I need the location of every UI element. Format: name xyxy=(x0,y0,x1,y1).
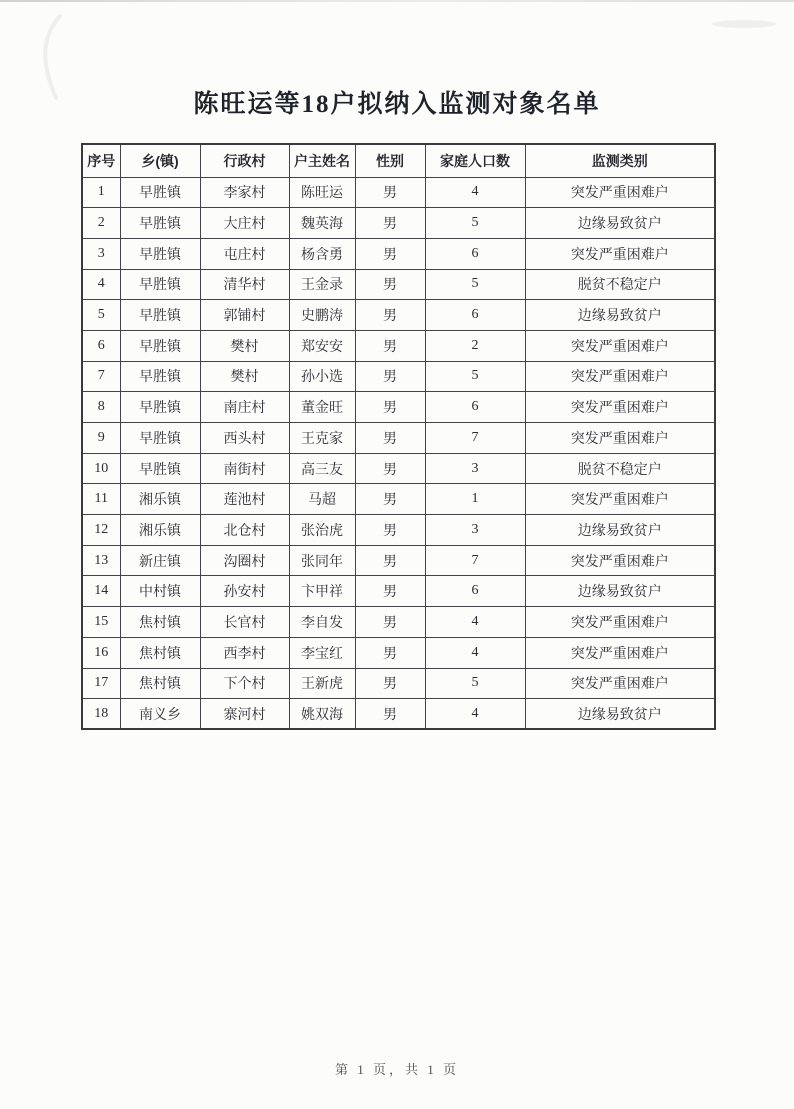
table-cell: 1 xyxy=(82,177,120,208)
table-cell: 西李村 xyxy=(200,637,289,668)
table-cell: 7 xyxy=(425,423,525,454)
table-cell: 新庄镇 xyxy=(120,545,200,576)
table-cell: 陈旺运 xyxy=(289,177,355,208)
header-cell-township: 乡(镇) xyxy=(120,144,200,177)
table-cell: 高三友 xyxy=(289,453,355,484)
table-row xyxy=(82,668,715,699)
scan-artifact-top-edge xyxy=(0,0,794,2)
table-cell: 8 xyxy=(82,392,120,423)
table-cell: 男 xyxy=(355,699,425,730)
table-cell: 早胜镇 xyxy=(120,392,200,423)
table-cell: 男 xyxy=(355,330,425,361)
table-row xyxy=(82,392,715,423)
table-cell: 6 xyxy=(82,330,120,361)
table-cell: 男 xyxy=(355,668,425,699)
table-row xyxy=(82,484,715,515)
table-cell: 王克家 xyxy=(289,423,355,454)
table-cell: 边缘易致贫户 xyxy=(525,208,715,239)
table-row xyxy=(82,300,715,331)
table-cell: 南庄村 xyxy=(200,392,289,423)
table-cell: 7 xyxy=(425,545,525,576)
table-cell: 突发严重困难户 xyxy=(525,545,715,576)
header-cell-household-head: 户主姓名 xyxy=(289,144,355,177)
table-cell: 马超 xyxy=(289,484,355,515)
table-cell: 长官村 xyxy=(200,607,289,638)
table-cell: 10 xyxy=(82,453,120,484)
table-row xyxy=(82,607,715,638)
table-cell: 男 xyxy=(355,423,425,454)
table-cell: 突发严重困难户 xyxy=(525,607,715,638)
table-cell: 男 xyxy=(355,545,425,576)
table-cell: 大庄村 xyxy=(200,208,289,239)
table-cell: 3 xyxy=(425,515,525,546)
table-row xyxy=(82,208,715,239)
table-cell: 樊村 xyxy=(200,361,289,392)
table-row xyxy=(82,330,715,361)
table-cell: 突发严重困难户 xyxy=(525,330,715,361)
table-cell: 边缘易致贫户 xyxy=(525,576,715,607)
table-cell: 男 xyxy=(355,269,425,300)
table-cell: 中村镇 xyxy=(120,576,200,607)
table-cell: 9 xyxy=(82,423,120,454)
table-cell: 清华村 xyxy=(200,269,289,300)
table-cell: 杨含勇 xyxy=(289,238,355,269)
table-cell: 15 xyxy=(82,607,120,638)
header-cell-village: 行政村 xyxy=(200,144,289,177)
table-cell: 5 xyxy=(425,208,525,239)
table-cell: 早胜镇 xyxy=(120,177,200,208)
table-cell: 6 xyxy=(425,576,525,607)
table-cell: 男 xyxy=(355,238,425,269)
table-cell: 5 xyxy=(425,361,525,392)
table-cell: 张治虎 xyxy=(289,515,355,546)
page-footer: 第 1 页，共 1 页 xyxy=(334,1062,459,1077)
table-cell: 边缘易致贫户 xyxy=(525,300,715,331)
table-cell: 13 xyxy=(82,545,120,576)
table-cell: 5 xyxy=(425,668,525,699)
table-cell: 14 xyxy=(82,576,120,607)
table-cell: 郑安安 xyxy=(289,330,355,361)
table-row xyxy=(82,238,715,269)
table-cell: 郭铺村 xyxy=(200,300,289,331)
table-cell: 脱贫不稳定户 xyxy=(525,269,715,300)
table-cell: 脱贫不稳定户 xyxy=(525,453,715,484)
table-cell: 男 xyxy=(355,484,425,515)
page-title: 陈旺运等18户拟纳入监测对象名单 xyxy=(193,91,601,118)
table-cell: 早胜镇 xyxy=(120,208,200,239)
table-row xyxy=(82,361,715,392)
table-cell: 西头村 xyxy=(200,423,289,454)
header-cell-index: 序号 xyxy=(82,144,120,177)
table-body xyxy=(82,177,715,729)
table-cell: 男 xyxy=(355,177,425,208)
header-cell-monitor-type: 监测类别 xyxy=(525,144,715,177)
table-cell: 4 xyxy=(425,177,525,208)
table-cell: 南义乡 xyxy=(120,699,200,730)
table-cell: 突发严重困难户 xyxy=(525,423,715,454)
table-cell: 2 xyxy=(82,208,120,239)
table-cell: 王金录 xyxy=(289,269,355,300)
table-cell: 11 xyxy=(82,484,120,515)
table-cell: 16 xyxy=(82,637,120,668)
table-row xyxy=(82,453,715,484)
table-cell: 史鹏涛 xyxy=(289,300,355,331)
table-cell: 早胜镇 xyxy=(120,269,200,300)
table-row xyxy=(82,699,715,730)
header-cell-gender: 性别 xyxy=(355,144,425,177)
table-cell: 早胜镇 xyxy=(120,423,200,454)
table-cell: 男 xyxy=(355,637,425,668)
table-cell: 6 xyxy=(425,238,525,269)
table-cell: 6 xyxy=(425,300,525,331)
table-cell: 李自发 xyxy=(289,607,355,638)
table-cell: 孙小选 xyxy=(289,361,355,392)
table-cell: 男 xyxy=(355,361,425,392)
table-cell: 4 xyxy=(82,269,120,300)
table-cell: 卞甲祥 xyxy=(289,576,355,607)
table-cell: 早胜镇 xyxy=(120,238,200,269)
table-cell: 沟圈村 xyxy=(200,545,289,576)
table-cell: 李家村 xyxy=(200,177,289,208)
table-cell: 5 xyxy=(82,300,120,331)
table-cell: 18 xyxy=(82,699,120,730)
table-cell: 寨河村 xyxy=(200,699,289,730)
table-row xyxy=(82,177,715,208)
table-row xyxy=(82,576,715,607)
table-cell: 2 xyxy=(425,330,525,361)
table-row xyxy=(82,423,715,454)
table-cell: 突发严重困难户 xyxy=(525,484,715,515)
table-cell: 焦村镇 xyxy=(120,637,200,668)
table-cell: 突发严重困难户 xyxy=(525,637,715,668)
table-cell: 早胜镇 xyxy=(120,300,200,331)
table-cell: 姚双海 xyxy=(289,699,355,730)
table-cell: 男 xyxy=(355,515,425,546)
table-cell: 湘乐镇 xyxy=(120,484,200,515)
table-cell: 边缘易致贫户 xyxy=(525,515,715,546)
table-cell: 3 xyxy=(82,238,120,269)
table-header-row xyxy=(82,144,715,177)
table-row xyxy=(82,637,715,668)
table-cell: 李宝红 xyxy=(289,637,355,668)
table-cell: 下个村 xyxy=(200,668,289,699)
table-cell: 4 xyxy=(425,637,525,668)
table-cell: 边缘易致贫户 xyxy=(525,699,715,730)
table-cell: 突发严重困难户 xyxy=(525,177,715,208)
table-cell: 1 xyxy=(425,484,525,515)
table-cell: 焦村镇 xyxy=(120,668,200,699)
table-cell: 男 xyxy=(355,208,425,239)
table-cell: 早胜镇 xyxy=(120,453,200,484)
table-row xyxy=(82,515,715,546)
table-cell: 孙安村 xyxy=(200,576,289,607)
table-cell: 7 xyxy=(82,361,120,392)
table-cell: 张同年 xyxy=(289,545,355,576)
table-cell: 男 xyxy=(355,576,425,607)
table-cell: 男 xyxy=(355,453,425,484)
table-cell: 董金旺 xyxy=(289,392,355,423)
table-cell: 突发严重困难户 xyxy=(525,392,715,423)
table-cell: 4 xyxy=(425,607,525,638)
scan-artifact-smudge xyxy=(712,20,776,28)
table-cell: 男 xyxy=(355,607,425,638)
table-cell: 突发严重困难户 xyxy=(525,238,715,269)
monitoring-list-table xyxy=(81,143,716,730)
table-cell: 男 xyxy=(355,300,425,331)
table-cell: 6 xyxy=(425,392,525,423)
table-cell: 早胜镇 xyxy=(120,361,200,392)
table-cell: 湘乐镇 xyxy=(120,515,200,546)
table-cell: 早胜镇 xyxy=(120,330,200,361)
table-cell: 突发严重困难户 xyxy=(525,668,715,699)
table-cell: 5 xyxy=(425,269,525,300)
table-cell: 莲池村 xyxy=(200,484,289,515)
table-cell: 突发严重困难户 xyxy=(525,361,715,392)
table-row xyxy=(82,545,715,576)
table-cell: 王新虎 xyxy=(289,668,355,699)
table-cell: 屯庄村 xyxy=(200,238,289,269)
table-cell: 4 xyxy=(425,699,525,730)
header-cell-family-size: 家庭人口数 xyxy=(425,144,525,177)
table-cell: 北仓村 xyxy=(200,515,289,546)
table-cell: 3 xyxy=(425,453,525,484)
table-cell: 男 xyxy=(355,392,425,423)
table-row xyxy=(82,269,715,300)
table-cell: 焦村镇 xyxy=(120,607,200,638)
table-cell: 樊村 xyxy=(200,330,289,361)
table-cell: 12 xyxy=(82,515,120,546)
table-cell: 魏英海 xyxy=(289,208,355,239)
table-cell: 17 xyxy=(82,668,120,699)
table-cell: 南街村 xyxy=(200,453,289,484)
